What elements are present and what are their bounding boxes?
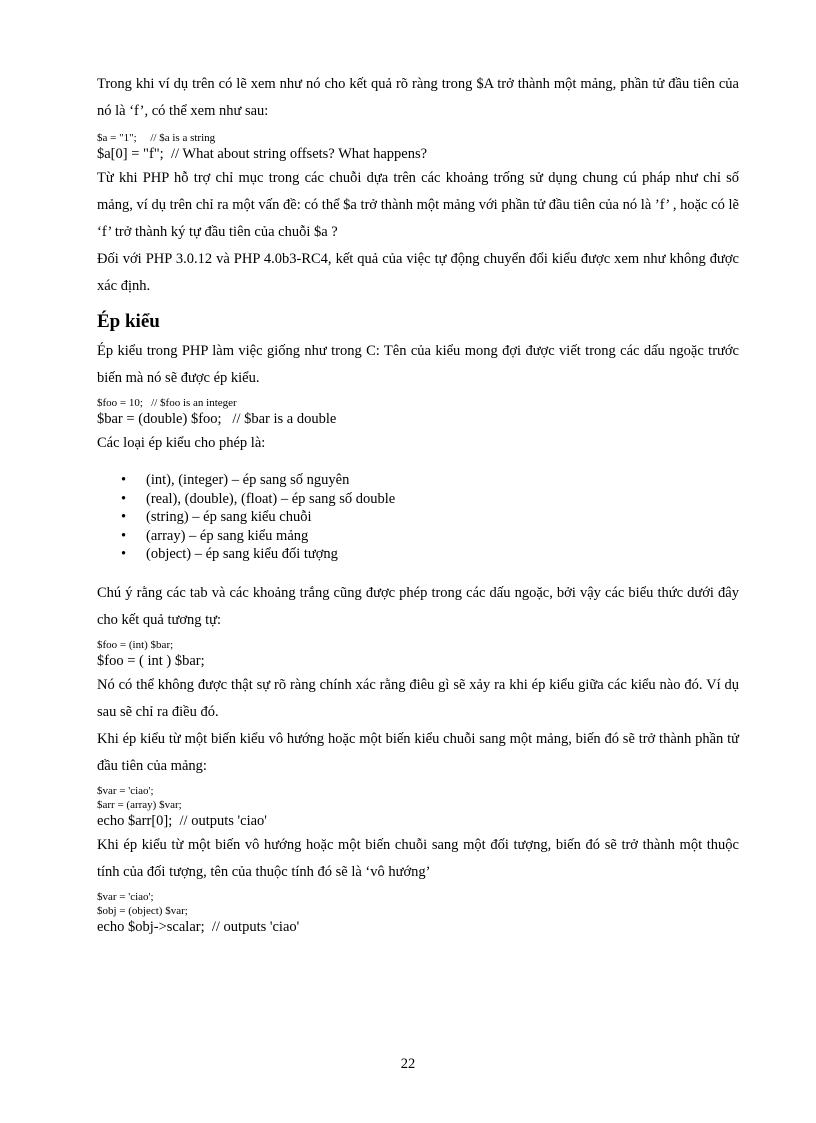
bullet-icon: •	[121, 546, 127, 562]
code-line: $a[0] = "f"; // What about string offsets? What happens?	[97, 146, 428, 162]
code-line: $arr = (array) $var;	[97, 798, 182, 811]
bullet-icon: •	[121, 490, 127, 507]
code-line: $foo = 10; // $foo is an integer	[97, 397, 237, 409]
page-number: 22	[400, 1056, 416, 1072]
paragraph: Khi ép kiểu từ một biến kiểu vô hướng hoặc một biến kiểu chuỗi sang một mảng, biến đó sẽ trở thành phần tử đầu tiên của mảng:	[97, 730, 739, 774]
code-line: echo $arr[0]; // outputs 'ciao'	[97, 812, 267, 829]
cast-type-list	[97, 471, 739, 564]
list-item-text: (array) – ép sang kiểu mảng	[146, 527, 309, 544]
page-content	[97, 71, 739, 938]
list-item	[121, 545, 739, 564]
paragraph: Trong khi ví dụ trên có lẽ xem như nó cho kết quả rõ ràng trong $A trở thành một mảng, phần tử đầu tiên của nó là ‘f’, có thể xem như sau:	[97, 76, 739, 119]
list-item-text: (object) – ép sang kiểu đối tượng	[146, 546, 338, 562]
bullet-icon: •	[121, 527, 127, 544]
code-line: echo $obj->scalar; // outputs 'ciao'	[97, 918, 300, 935]
list-item-text: (real), (double), (float) – ép sang số double	[146, 490, 396, 507]
paragraph: Nó có thể không được thật sự rõ ràng chính xác rằng điêu gì sẽ xảy ra khi ép kiểu giữa các kiểu nào đó. Ví dụ sau sẽ chỉ ra điều đó.	[97, 676, 739, 720]
list-item	[121, 527, 739, 546]
paragraph: Từ khi PHP hỗ trợ chỉ mục trong các chuỗi dựa trên các khoảng trống sử dụng chung cú pháp như chỉ số mảng, ví dụ trên chỉ ra một vấn đề: có thể $a trở thành một mảng với phần tử đầu tiên của nó là ’f’ , hoặc có lẽ ‘f’ trở thành ký tự đầu tiên của chuỗi $a ?	[97, 170, 739, 240]
code-line: $var = 'ciao';	[97, 784, 154, 797]
section-heading: Ép kiểu	[97, 311, 160, 332]
paragraph: Các loại ép kiểu cho phép là:	[97, 435, 266, 451]
list-item	[121, 490, 739, 509]
bullet-icon: •	[121, 509, 127, 525]
list-item	[121, 471, 739, 490]
code-line: $a = "1"; // $a is a string	[97, 132, 216, 144]
paragraph: Ép kiểu trong PHP làm việc giống như trong C: Tên của kiểu mong đợi được viết trong các dấu ngoặc trước biến mà nó sẽ được ép kiểu.	[97, 343, 739, 386]
code-line: $foo = (int) $bar;	[97, 638, 174, 651]
paragraph: Chú ý rằng các tab và các khoảng trắng cũng được phép trong các dấu ngoặc, bởi vậy các biểu thức dưới đây cho kết quả tương tự:	[97, 584, 739, 628]
code-line: $var = 'ciao';	[97, 890, 154, 903]
list-item-text: (int), (integer) – ép sang số nguyên	[146, 472, 350, 488]
code-line: $bar = (double) $foo; // $bar is a double	[97, 411, 337, 427]
paragraph: Đối với PHP 3.0.12 và PHP 4.0b3-RC4, kết quả của việc tự động chuyển đổi kiểu được xem như không được xác định.	[97, 251, 739, 294]
list-item	[121, 508, 739, 527]
list-item-text: (string) – ép sang kiểu chuỗi	[146, 509, 312, 525]
code-line: $foo = ( int ) $bar;	[97, 652, 205, 669]
code-line: $obj = (object) $var;	[97, 904, 188, 917]
paragraph: Khi ép kiểu từ một biến vô hướng hoặc một biến chuỗi sang một đối tượng, biến đó sẽ trở thành một thuộc tính của đối tượng, tên của thuộc tính đó sẽ là ‘vô hướng’	[97, 836, 739, 880]
bullet-icon: •	[121, 472, 127, 488]
